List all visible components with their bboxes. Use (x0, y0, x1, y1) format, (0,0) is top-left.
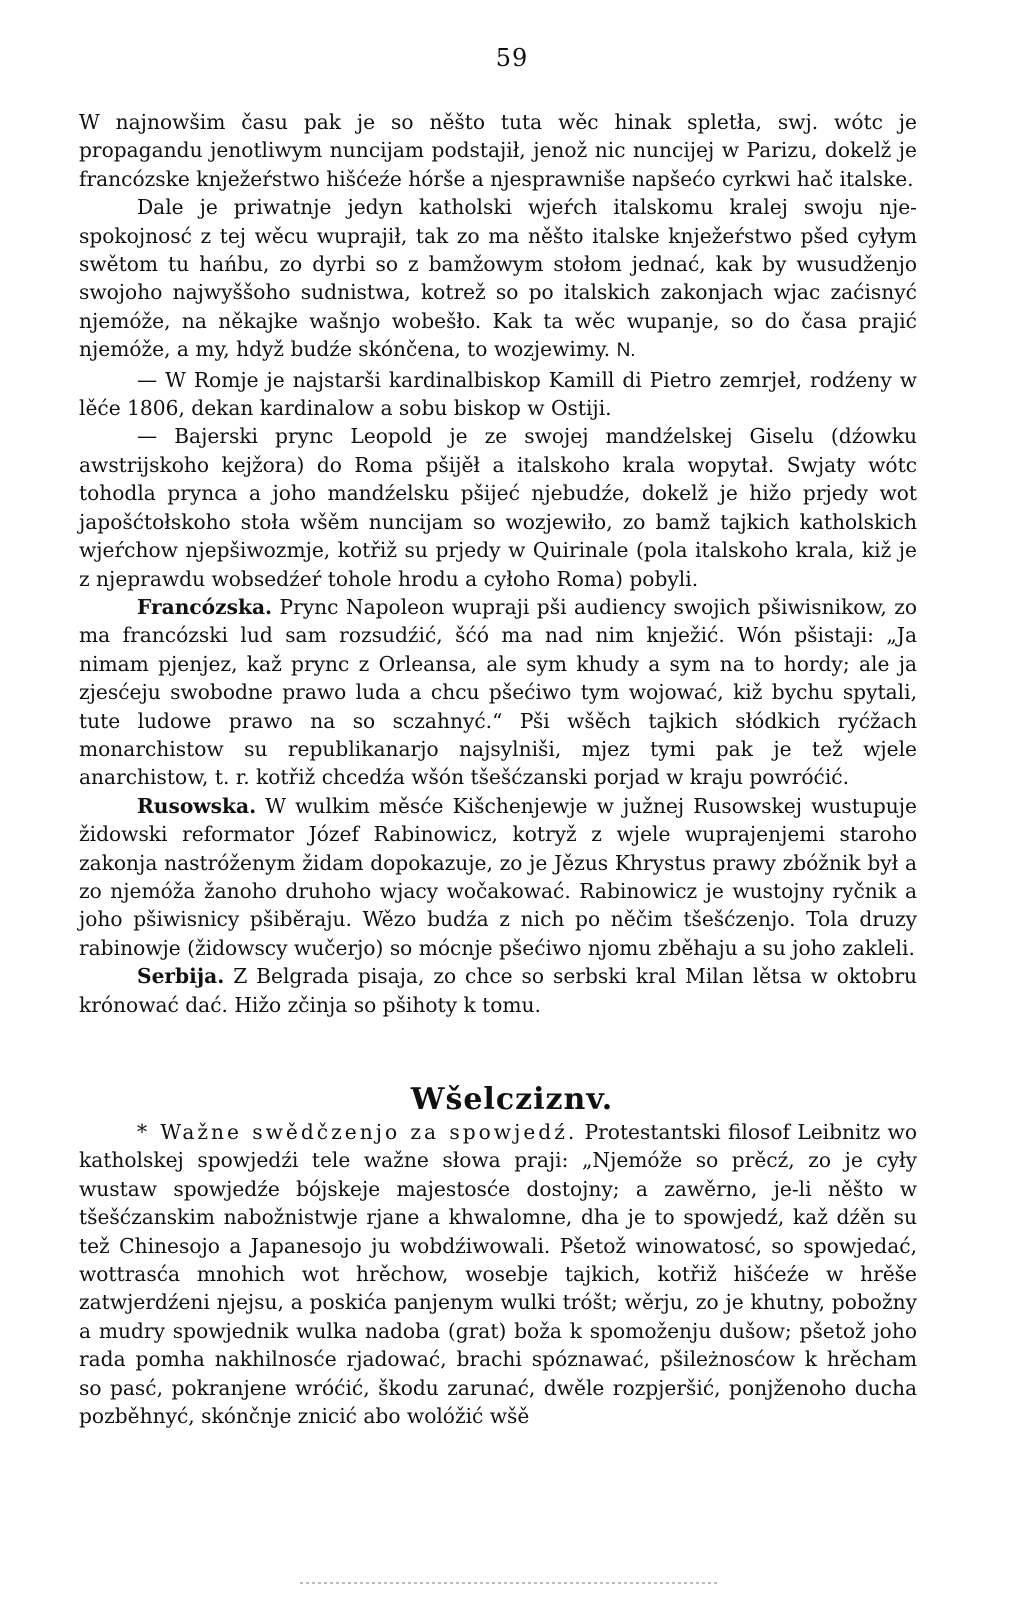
section-heading: Wšelcziznv. (410, 1082, 614, 1117)
news-column (79, 108, 917, 1019)
section-label: Rusowska. (137, 793, 257, 818)
paragraph-text: Protestantski filosof Leibnitz wo katholskej spowjedźi tele wažne słowa praji: „Njemóže so prěcź, zo je cyły wustaw spowjedźe bójskeje majestosće dostojny; a zawěrno, je-li něšto w tšešćzanskim nabožnistwje rjane a khwalomne, dha je to spowjedź, kaž dźěn su tež Chinesojo a Japanesojo ju wobdźiwowali. Pšetož winowatosć, so spowjedać, wottrasća mnohich wot hrěchow, wosebje tajkich, kotřiž hišćeźe w hrěše zatwjerdźeni njejsu, a poskića panjenym wulki tróšt; wěrju, zo je khutny, pobožny a mudry spowjednik wulka nadoba (grat) boža k spomoženju dušow; pšetož joho rada pomha nakhilnosće rjadować, brachi spóznawać, pšileżnosćow k hrěcham so pasć, pokranjene wróćić, škodu zarunać, dwěle rozpjeršić, ponjženoho ducha pozběhnyć, skónčnje znicić abo wolóžić wšě (79, 1120, 917, 1429)
paragraph (79, 593, 917, 792)
paragraph-text: Z Belgrada pisaja, zo chce so serbski kral Milan lětsa w oktobru krónować dać. Hižo zčinja so pšihoty k tomu. (79, 964, 917, 1017)
paragraph: — W Romje je najstarši kardinalbiskop Kamill di Pietro zemrjeł, rodźeny w lěće 1806, dekan kardinalow a sobu biskop w Ostiji. (79, 367, 917, 421)
paragraph (79, 1118, 917, 1430)
paragraph: W najnowšim času pak je so něšto tuta wěc hinak spletła, swj. wótc je propagandu jenotliwym nuncijam podstajił, jenož nic nuncijej w Parizu, dokelž je francózske knježeŕstwo hišćeźe hórše a njesprawniše napšećo cyrkwi hač italske. (79, 110, 917, 191)
section-label: Serbija. (137, 964, 225, 989)
paragraph (79, 962, 917, 1019)
miscellany-column (79, 1118, 917, 1430)
paragraph (79, 792, 917, 962)
bottom-scan-rule (300, 1582, 720, 1584)
paragraph (79, 193, 917, 365)
signature: N. (616, 340, 636, 362)
paragraph: — Bajerski prync Leopold je ze swojej mandźelskej Giselu (dźowku awstrijskoho kejžora) do Roma pšijěł a italskoho krala wopytał. Swjaty wótc tohodla prynca a joho mandźelsku pšijeć njebudźe, dokelž je hižo prjedy wot japošćtołskoho stoła wšěm nuncijam so wozjewiło, zo bamž tajkich katholskich wjeŕchow njepšiwozmje, kotřiž su prjedy w Quirinale (pola italskoho krala, kiž je z njeprawdu wobsedźeŕ tohole hrodu a cyłoho Roma) pobyli. (79, 424, 917, 591)
item-title: * Wažne swědčzenjo za spowjedź. (137, 1120, 578, 1144)
paragraph-text: Dale je priwatnje jedyn katholski wjeŕch italskomu kralej swoju njespokojnosć z tej wěcu wuprajił, tak zo ma něšto italske knježeŕstwo pšed cyłym swětom tu hańbu, zo dyrbi so z bamžowym stołom jednać, kak by wusudženjo swojoho najwyššoho sudnistwa, kotrež so po italskich zakonjach wjac zaćisnyć njemóže, na někajke wašnjo wobešło. Kak ta wěc wupanje, so do časa prajić njemóže, a my, hdyž budźe skónčena, to wozjewimy. (79, 195, 917, 362)
paragraph-text: Prync Napoleon wupraji pši audiency swojich pšiwisnikow, zo ma francózski lud sam rozsudźić, šćó ma nad nim knježić. Wón pšistaji: „Ja nimam pjenjez, kaž prync z Orleansa, ale sym khudy a sym na to hordy; ale ja zjesćeju swobodne prawo luda a chcu pšećiwo tym wojować, kiž bychu spytali, tute ludowe prawo na so sczahnyć.“ Pši wšěch tajkich słódkich ryćžach monarchistow su republikanarjo najsylniši, mjez tymi pak je tež wjele anarchistow, t. r. kotřiž chcedźa wšón tšešćzanski porjad w kraju powróćić. (79, 594, 917, 790)
page-number: 59 (495, 44, 529, 72)
section-label: Francózska. (137, 594, 273, 619)
paragraph-text: W wulkim měsće Kišchenjewje w južnej Rusowskej wustupuje židowski reformator Józef Rabinowicz, kotryž z wjele wuprajenjemi staroho zakonja nastróženym židam dopokazuje, zo je Jězus Khrystus prawy zbóžnik był a zo njemóža žanoho druhoho wjacy wočakować. Rabinowicz je wustojny ryčnik a joho pšiwisnicy pšiběraju. Wězo budźa z nich po něčim tšešćzenjo. Tola druzy rabinowje (židowscy wučerjo) so mócnje pšećiwo njomu zběhaju a su joho zakleli. (79, 793, 917, 960)
